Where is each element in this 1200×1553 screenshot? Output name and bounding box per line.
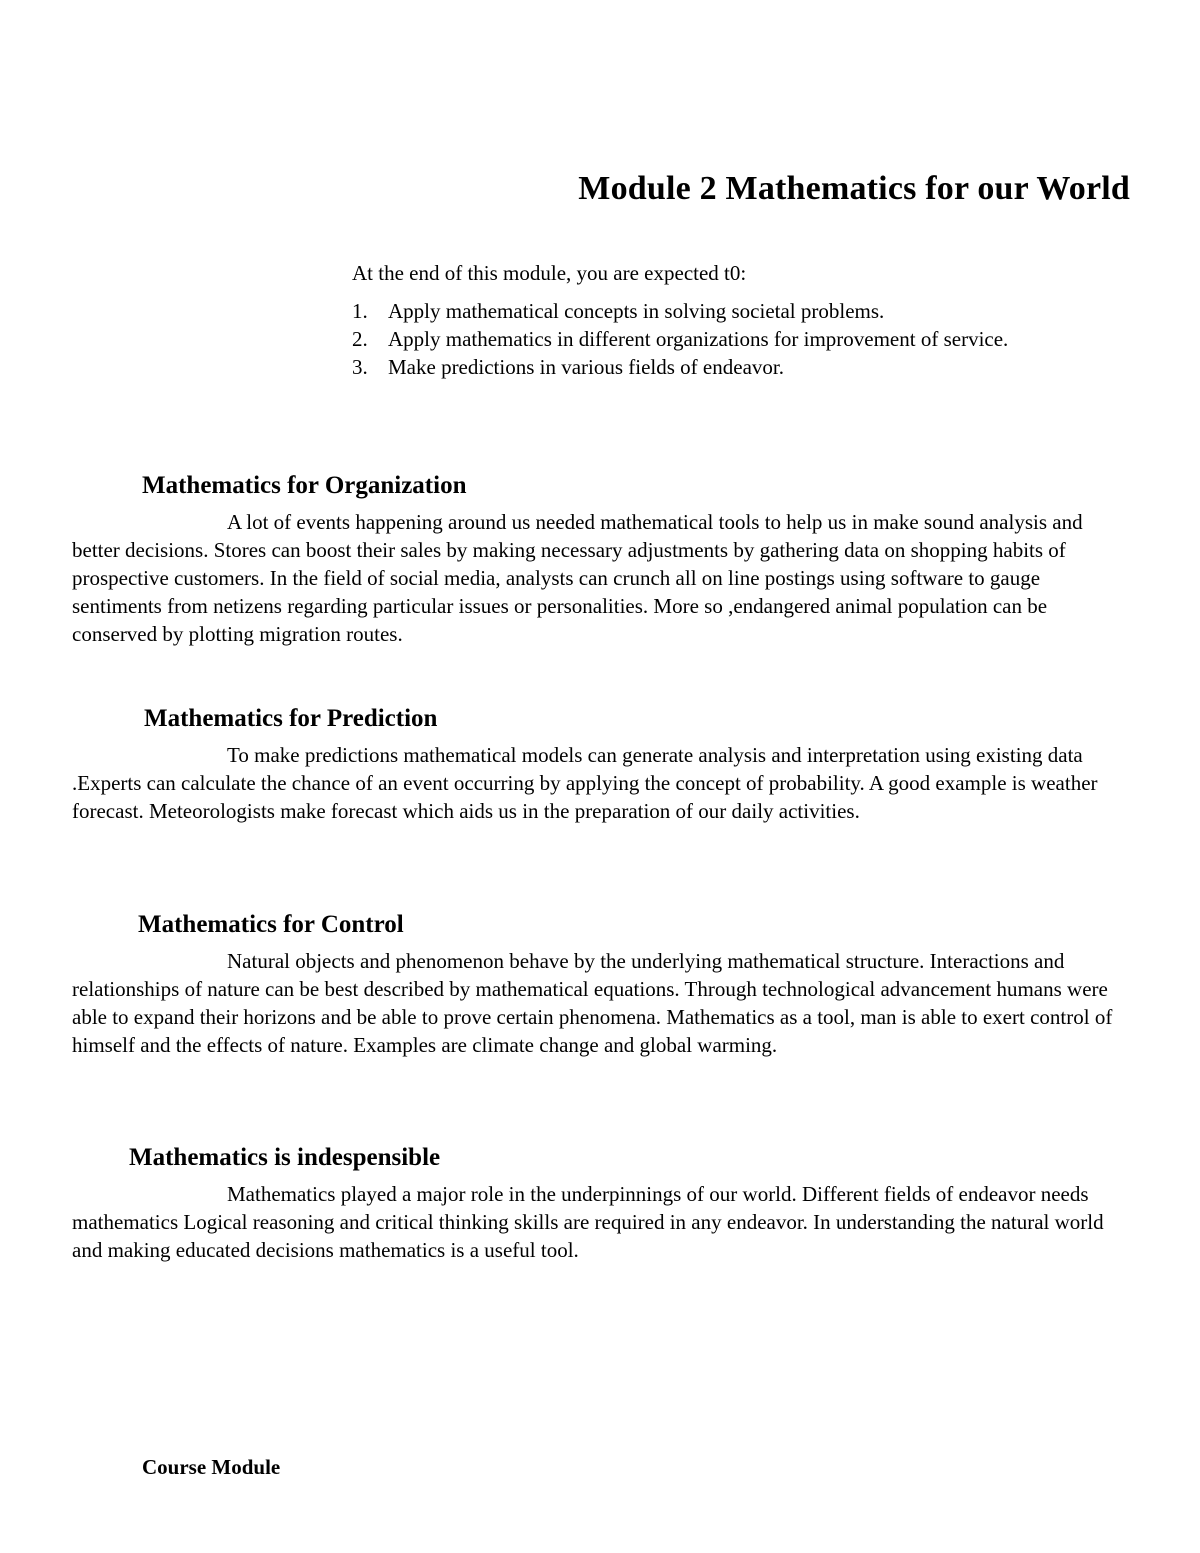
section-heading: Mathematics for Control: [138, 911, 404, 938]
section-body: Natural objects and phenomenon behave by the underlying mathematical structure. Interactions and relationships of nature can be best described by mathematical equations. Through technological advancement humans were able to expand their horizons and be able to prove certain phenomena. Mathematics as a tool, man is able to exert control of himself and the effects of nature. Examples are climate change and global warming.: [72, 949, 1113, 1057]
section-body: Mathematics played a major role in the underpinnings of our world. Different fields of endeavor needs mathematics Logical reasoning and critical thinking skills are required in any endeavor. In understanding the natural world and making educated decisions mathematics is a useful tool.: [72, 1182, 1104, 1262]
section-heading: Mathematics is indespensible: [129, 1144, 441, 1171]
objective-text: Apply mathematical concepts in solving societal problems.: [388, 299, 885, 323]
objectives-intro: At the end of this module, you are expected t0:: [352, 261, 747, 285]
section-control: [72, 909, 1132, 1059]
footer-label: Course Module: [142, 1455, 281, 1479]
objective-item: [352, 353, 1152, 381]
section-organization: [72, 470, 1132, 648]
objective-number: 1.: [352, 299, 368, 323]
section-body: To make predictions mathematical models can generate analysis and interpretation using existing data .Experts can calculate the chance of an event occurring by applying the concept of probability. A good example is weather forecast. Meteorologists make forecast which aids us in the preparation of our daily activities.: [72, 743, 1098, 823]
objectives-list: [352, 297, 1152, 381]
objective-item: [352, 297, 1152, 325]
section-indispensable: [72, 1142, 1132, 1264]
learning-objectives: [352, 258, 1152, 381]
section-prediction: [72, 703, 1132, 825]
section-body: A lot of events happening around us needed mathematical tools to help us in make sound analysis and better decisions. Stores can boost their sales by making necessary adjustments by gathering data on shopping habits of prospective customers. In the field of social media, analysts can crunch all on line postings using software to gauge sentiments from netizens regarding particular issues or personalities. More so ,endangered animal population can be conserved by plotting migration routes.: [72, 510, 1083, 646]
section-heading: Mathematics for Prediction: [144, 705, 438, 732]
objective-number: 2.: [352, 327, 368, 351]
page-title: Module 2 Mathematics for our World: [578, 170, 1130, 207]
objective-item: [352, 325, 1152, 353]
objective-text: Make predictions in various fields of endeavor.: [388, 355, 784, 379]
section-heading: Mathematics for Organization: [142, 472, 467, 499]
objective-number: 3.: [352, 355, 368, 379]
objective-text: Apply mathematics in different organizations for improvement of service.: [388, 327, 1009, 351]
